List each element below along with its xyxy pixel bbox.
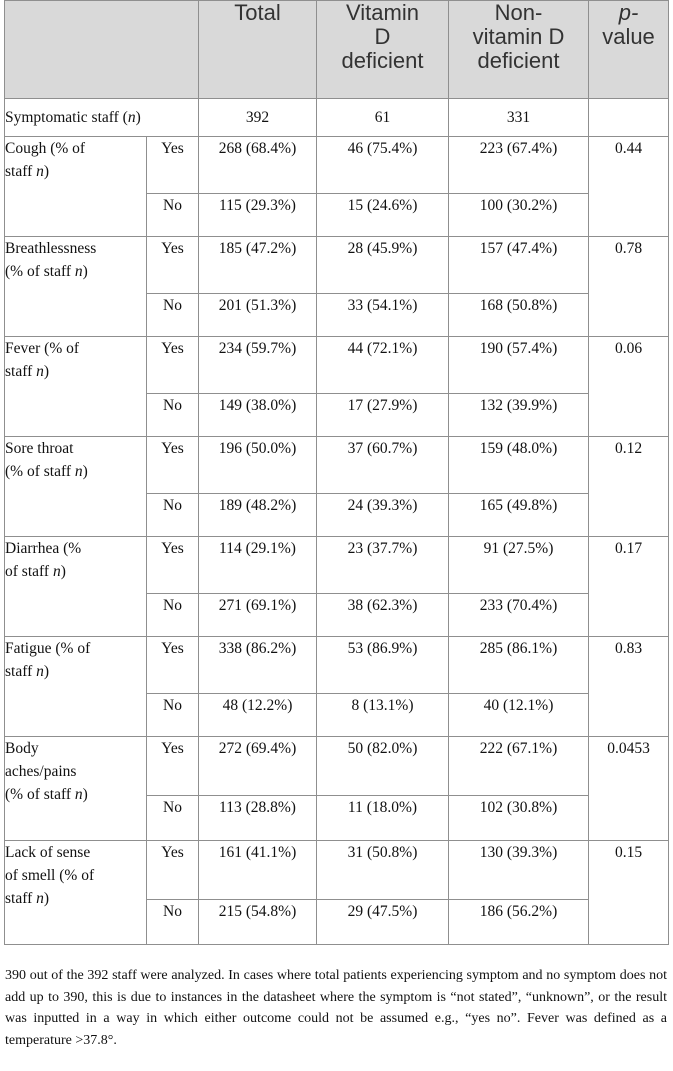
no-label: No <box>147 194 199 237</box>
no-nonvitd: 102 (30.8%) <box>449 796 589 841</box>
header-blank <box>5 1 199 99</box>
no-vitd: 29 (47.5%) <box>317 900 449 945</box>
symptom-label: Body aches/pains (% of staff n) <box>5 737 147 841</box>
no-nonvitd: 132 (39.9%) <box>449 394 589 437</box>
yes-vitd: 23 (37.7%) <box>317 537 449 594</box>
yes-vitd: 37 (60.7%) <box>317 437 449 494</box>
no-nonvitd: 100 (30.2%) <box>449 194 589 237</box>
p-value: 0.78 <box>589 237 669 337</box>
p-value: 0.15 <box>589 841 669 945</box>
no-vitd: 17 (27.9%) <box>317 394 449 437</box>
yes-total: 234 (59.7%) <box>199 337 317 394</box>
symptom-label: Sore throat (% of staff n) <box>5 437 147 537</box>
no-label: No <box>147 394 199 437</box>
header-total: Total <box>199 1 317 99</box>
no-nonvitd: 233 (70.4%) <box>449 594 589 637</box>
yes-total: 268 (68.4%) <box>199 137 317 194</box>
symptom-yes-row <box>5 237 669 294</box>
no-label: No <box>147 594 199 637</box>
yes-nonvitd: 130 (39.3%) <box>449 841 589 900</box>
no-label: No <box>147 796 199 841</box>
header-non-vitamin-d-deficient: Non- vitamin D deficient <box>449 1 589 99</box>
p-value: 0.83 <box>589 637 669 737</box>
yes-nonvitd: 285 (86.1%) <box>449 637 589 694</box>
symptom-label: Lack of sense of smell (% of staff n) <box>5 841 147 945</box>
yes-label: Yes <box>147 637 199 694</box>
p-value: 0.06 <box>589 337 669 437</box>
symptomatic-p-empty <box>589 99 669 137</box>
header-row <box>5 1 669 99</box>
symptomatic-vitd: 61 <box>317 99 449 137</box>
no-nonvitd: 40 (12.1%) <box>449 694 589 737</box>
no-total: 215 (54.8%) <box>199 900 317 945</box>
yes-vitd: 53 (86.9%) <box>317 637 449 694</box>
p-value: 0.12 <box>589 437 669 537</box>
no-label: No <box>147 694 199 737</box>
yes-vitd: 46 (75.4%) <box>317 137 449 194</box>
symptomatic-total: 392 <box>199 99 317 137</box>
no-total: 115 (29.3%) <box>199 194 317 237</box>
symptom-label: Fever (% of staff n) <box>5 337 147 437</box>
p-value: 0.0453 <box>589 737 669 841</box>
symptoms-table <box>4 0 669 945</box>
symptom-yes-row <box>5 137 669 194</box>
yes-label: Yes <box>147 137 199 194</box>
no-total: 201 (51.3%) <box>199 294 317 337</box>
no-label: No <box>147 294 199 337</box>
yes-nonvitd: 222 (67.1%) <box>449 737 589 796</box>
yes-label: Yes <box>147 337 199 394</box>
symptom-yes-row <box>5 637 669 694</box>
header-vitamin-d-deficient: Vitamin D deficient <box>317 1 449 99</box>
yes-total: 196 (50.0%) <box>199 437 317 494</box>
yes-total: 338 (86.2%) <box>199 637 317 694</box>
yes-total: 272 (69.4%) <box>199 737 317 796</box>
no-total: 271 (69.1%) <box>199 594 317 637</box>
symptom-yes-row <box>5 437 669 494</box>
yes-nonvitd: 223 (67.4%) <box>449 137 589 194</box>
symptomatic-staff-label: Symptomatic staff (n) <box>5 99 199 137</box>
symptom-yes-row <box>5 537 669 594</box>
symptom-label: Diarrhea (% of staff n) <box>5 537 147 637</box>
symptom-yes-row <box>5 841 669 900</box>
symptom-yes-row <box>5 337 669 394</box>
no-nonvitd: 168 (50.8%) <box>449 294 589 337</box>
symptom-label: Cough (% of staff n) <box>5 137 147 237</box>
no-nonvitd: 165 (49.8%) <box>449 494 589 537</box>
yes-total: 114 (29.1%) <box>199 537 317 594</box>
yes-nonvitd: 157 (47.4%) <box>449 237 589 294</box>
symptomatic-nonvitd: 331 <box>449 99 589 137</box>
no-vitd: 24 (39.3%) <box>317 494 449 537</box>
yes-label: Yes <box>147 437 199 494</box>
no-vitd: 8 (13.1%) <box>317 694 449 737</box>
no-vitd: 33 (54.1%) <box>317 294 449 337</box>
no-total: 113 (28.8%) <box>199 796 317 841</box>
yes-nonvitd: 190 (57.4%) <box>449 337 589 394</box>
symptom-yes-row <box>5 737 669 796</box>
no-total: 189 (48.2%) <box>199 494 317 537</box>
yes-label: Yes <box>147 237 199 294</box>
yes-label: Yes <box>147 537 199 594</box>
yes-label: Yes <box>147 737 199 796</box>
yes-label: Yes <box>147 841 199 900</box>
no-vitd: 15 (24.6%) <box>317 194 449 237</box>
p-value: 0.44 <box>589 137 669 237</box>
no-nonvitd: 186 (56.2%) <box>449 900 589 945</box>
no-label: No <box>147 494 199 537</box>
yes-total: 161 (41.1%) <box>199 841 317 900</box>
yes-total: 185 (47.2%) <box>199 237 317 294</box>
yes-vitd: 31 (50.8%) <box>317 841 449 900</box>
yes-nonvitd: 159 (48.0%) <box>449 437 589 494</box>
symptom-label: Breathlessness (% of staff n) <box>5 237 147 337</box>
no-total: 149 (38.0%) <box>199 394 317 437</box>
symptomatic-staff-row <box>5 99 669 137</box>
no-label: No <box>147 900 199 945</box>
footnote: 390 out of the 392 staff were analyzed. In cases where total patients experiencing symptom and no symptom does not add up to 390, this is due to instances in the datasheet where the symptom is “not stated”, “unknown”, or the result was inputted in a way in which either outcome could not be assumed e.g., “yes no”. Fever was defined as a temperature >37.8°. <box>5 968 667 1048</box>
yes-vitd: 44 (72.1%) <box>317 337 449 394</box>
yes-vitd: 50 (82.0%) <box>317 737 449 796</box>
header-p-value: p- value <box>589 1 669 99</box>
no-total: 48 (12.2%) <box>199 694 317 737</box>
yes-vitd: 28 (45.9%) <box>317 237 449 294</box>
yes-nonvitd: 91 (27.5%) <box>449 537 589 594</box>
no-vitd: 38 (62.3%) <box>317 594 449 637</box>
symptom-label: Fatigue (% of staff n) <box>5 637 147 737</box>
p-value: 0.17 <box>589 537 669 637</box>
no-vitd: 11 (18.0%) <box>317 796 449 841</box>
